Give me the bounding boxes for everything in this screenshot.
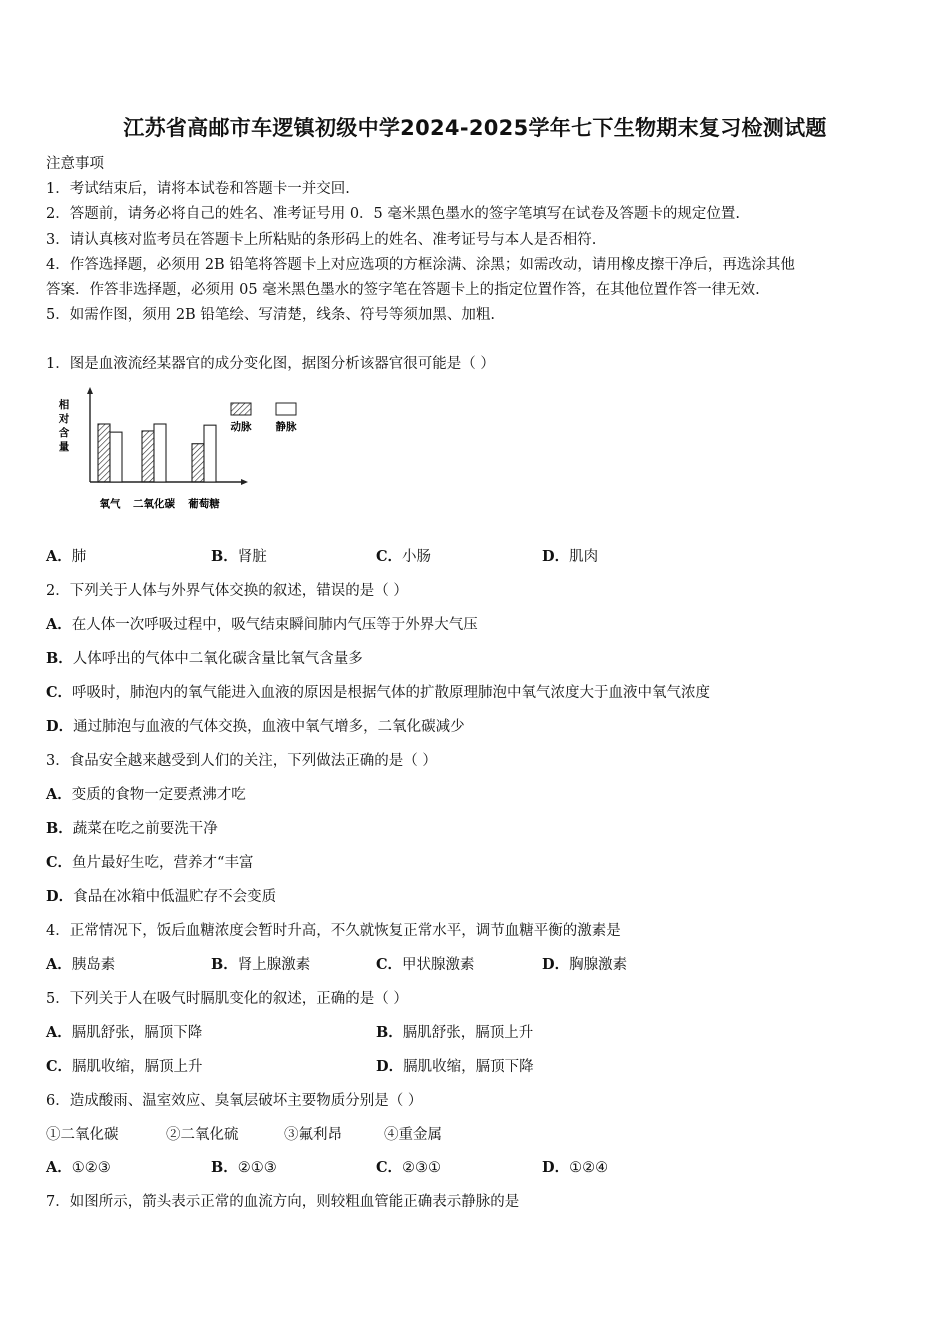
y-axis-arrow xyxy=(87,387,93,394)
q2-option-a[interactable]: A．在人体一次呼吸过程中，吸气结束瞬间肺内气压等于外界大气压 xyxy=(46,616,478,633)
q6-substance: ④重金属 xyxy=(384,1127,442,1143)
q1-bar-chart xyxy=(58,386,297,518)
bar-arterial-3 xyxy=(192,444,204,482)
q5-option-b[interactable]: B．膈肌舒张，膈顶上升 xyxy=(376,1024,534,1041)
legend-label-venous: 静脉 xyxy=(275,421,297,433)
notice-item: 4．作答选择题，必须用 2B 铅笔将答题卡上对应选项的方框涂满、涂黑；如需改动，请用橡皮擦干净后，再选涂其他 xyxy=(46,257,795,273)
notice-item: 1．考试结束后，请将本试卷和答题卡一并交回. xyxy=(46,181,350,197)
q5-stem: 5．下列关于人在吸气时膈肌变化的叙述，正确的是（ ） xyxy=(46,991,408,1007)
q5-option-d[interactable]: D．膈肌收缩，膈顶下降 xyxy=(376,1058,534,1075)
bar-venous-2 xyxy=(154,424,166,482)
q2-option-b[interactable]: B．人体呼出的气体中二氧化碳含量比氧气含量多 xyxy=(46,650,363,667)
q6-substance: ②二氧化硫 xyxy=(166,1127,239,1143)
q3-option-c[interactable]: C．鱼片最好生吃，营养才“丰富 xyxy=(46,854,254,871)
notice-item: 答案．作答非选择题，必须用 05 毫米黑色墨水的签字笔在答题卡上的指定位置作答，在其他位置作答一律无效. xyxy=(46,282,760,298)
x-axis-arrow xyxy=(241,479,248,485)
q6-option-a[interactable]: A．①②③ xyxy=(46,1159,111,1176)
q2-option-c[interactable]: C．呼吸时，肺泡内的氧气能进入血液的原因是根据气体的扩散原理肺泡中氧气浓度大于血液中氧气浓度 xyxy=(46,684,711,701)
notice-item: 2．答题前，请务必将自己的姓名、准考证号用 0．5 毫米黑色墨水的签字笔填写在试卷及答题卡的规定位置. xyxy=(46,206,740,222)
legend-swatch-arterial xyxy=(231,403,251,415)
q3-stem: 3．食品安全越来越受到人们的关注，下列做法正确的是（ ） xyxy=(46,753,437,769)
bar-arterial-1 xyxy=(98,424,110,482)
bar-venous-3 xyxy=(204,425,216,482)
q1-option-c[interactable]: C．小肠 xyxy=(376,548,432,565)
q1-option-b[interactable]: B．肾脏 xyxy=(211,548,267,565)
y-axis-label-4: 量 xyxy=(58,441,70,453)
q1-option-d[interactable]: D．肌肉 xyxy=(542,548,599,565)
notice-heading: 注意事项 xyxy=(46,156,104,172)
bar-arterial-2 xyxy=(142,431,154,482)
legend-label-arterial: 动脉 xyxy=(230,421,252,433)
x-tick-label: 二氧化碳 xyxy=(133,498,175,510)
q7-stem: 7．如图所示，箭头表示正常的血流方向，则较粗血管能正确表示静脉的是 xyxy=(46,1194,520,1210)
q1-stem: 1．图是血液流经某器官的成分变化图，据图分析该器官很可能是（ ） xyxy=(46,356,495,372)
q1-option-a[interactable]: A．肺 xyxy=(46,548,87,565)
q4-option-d[interactable]: D．胸腺激素 xyxy=(542,956,628,973)
y-axis-label-2: 对 xyxy=(58,413,70,425)
q3-option-a[interactable]: A．变质的食物一定要煮沸才吃 xyxy=(46,786,246,803)
q6-substance: ①二氧化碳 xyxy=(46,1127,119,1143)
q4-option-c[interactable]: C．甲状腺激素 xyxy=(376,956,475,973)
q6-option-c[interactable]: C．②③① xyxy=(376,1159,442,1176)
q6-option-d[interactable]: D．①②④ xyxy=(542,1159,609,1176)
y-axis-label-3: 含 xyxy=(58,427,70,439)
q6-substance: ③氟利昂 xyxy=(284,1127,342,1143)
q6-stem: 6．造成酸雨、温室效应、臭氧层破坏主要物质分别是（ ） xyxy=(46,1093,423,1109)
q4-stem: 4．正常情况下，饭后血糖浓度会暂时升高，不久就恢复正常水平，调节血糖平衡的激素是 xyxy=(46,923,621,939)
bar-venous-1 xyxy=(110,432,122,482)
x-tick-label: 氧气 xyxy=(99,498,121,510)
q3-option-d[interactable]: D．食品在冰箱中低温贮存不会变质 xyxy=(46,888,277,905)
q6-option-b[interactable]: B．②①③ xyxy=(211,1159,277,1176)
x-tick-label: 葡萄糖 xyxy=(188,498,220,510)
q4-option-b[interactable]: B．肾上腺激素 xyxy=(211,956,311,973)
legend-swatch-venous xyxy=(276,403,296,415)
q5-option-a[interactable]: A．膈肌舒张，膈顶下降 xyxy=(46,1024,203,1041)
q4-option-a[interactable]: A．胰岛素 xyxy=(46,956,116,973)
y-axis-label-1: 相 xyxy=(58,399,70,411)
exam-title: 江苏省高邮市车逻镇初级中学2024-2025学年七下生物期末复习检测试题 xyxy=(123,116,827,140)
q2-option-d[interactable]: D．通过肺泡与血液的气体交换，血液中氧气增多，二氧化碳减少 xyxy=(46,718,465,735)
notice-item: 5．如需作图，须用 2B 铅笔绘、写清楚，线条、符号等须加黑、加粗. xyxy=(46,307,495,323)
notice-item: 3．请认真核对监考员在答题卡上所粘贴的条形码上的姓名、准考证号与本人是否相符. xyxy=(46,232,597,248)
q3-option-b[interactable]: B．蔬菜在吃之前要洗干净 xyxy=(46,820,218,837)
q5-option-c[interactable]: C．膈肌收缩，膈顶上升 xyxy=(46,1058,203,1075)
q2-stem: 2．下列关于人体与外界气体交换的叙述，错误的是（ ） xyxy=(46,583,408,599)
